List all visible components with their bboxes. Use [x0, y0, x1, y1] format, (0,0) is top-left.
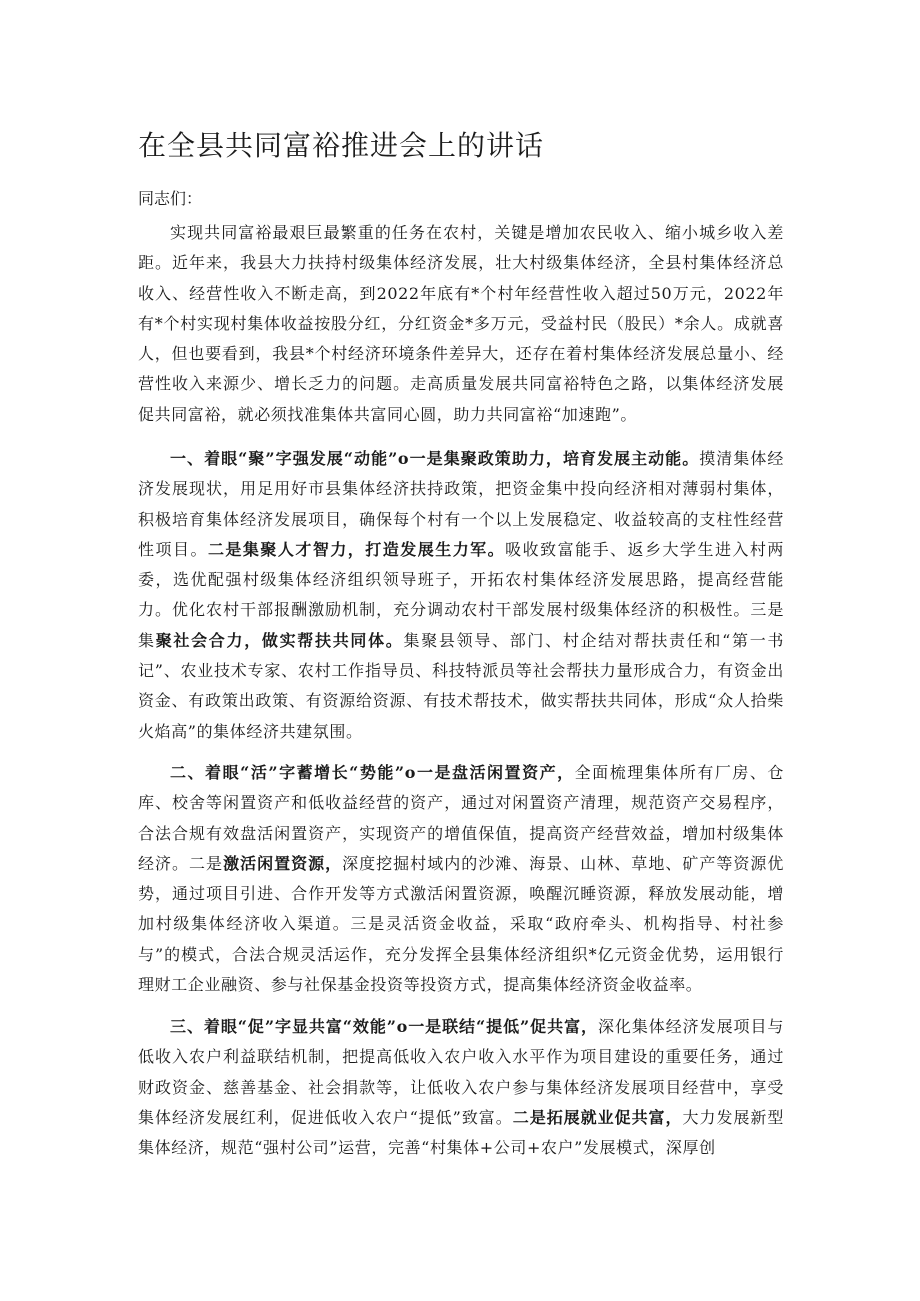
section-2-paragraph: [138, 758, 784, 1000]
section-3-point-2-text: 大力发展新型集体经济，规范“强村公司”运营，完善“村集体+公司+农户”发展模式，深厚创: [138, 1107, 784, 1158]
document-title: 在全县共同富裕推进会上的讲话: [138, 129, 545, 162]
section-2-point-2-title: 激活闲置资源，: [223, 853, 343, 873]
section-3-heading: 三、着眼“促”字显共富“效能”o: [170, 1017, 408, 1036]
section-2-point-1-text: 全面梳理集体所有厂房、仓库、校舍等闲置资产和低收益经营的资产，通过对闲置资产清理，规范资产交易程序，合法合规有效盘活闲置资产，实现资产的增值保值，提高资产经营效益，增加村级集体经济。二是: [138, 763, 785, 873]
section-1-point-3-title: 聚社会合力，做实帮扶共同体。: [155, 630, 404, 650]
section-3-paragraph: [138, 1012, 784, 1163]
section-1-paragraph: [138, 444, 784, 747]
section-1-point-2-title: 二是集聚人才智力，打造发展生力军。: [207, 539, 506, 559]
section-3-point-1-text: 深化集体经济发展项目与低收入农户利益联结机制，把提高低收入农户收入水平作为项目建设的重要任务，通过财政资金、慈善基金、社会捐款等，让低收入农户参与集体经济发展项目经营中，享受集体经济发展红利，促进低收入农户“提低”致富。: [138, 1017, 784, 1127]
section-1-point-2-text: 吸收致富能手、返乡大学生进入村两委，选优配强村级集体经济组织领导班子，开拓农村集体经济发展思路，提高经营能力。优化农村干部报酬激励机制，充分调动农村干部发展村级集体经济的积极性。三是集: [138, 539, 784, 650]
section-2-heading: 二、着眼“活”字蓄增长“势能”o: [170, 763, 417, 782]
section-1-point-3-text: 集聚县领导、部门、村企结对帮扶责任和“第一书记”、农业技术专家、农村工作指导员、科技特派员等社会帮扶力量形成合力，有资金出资金、有政策出政策、有资源给资源、有技术帮技术，做实帮扶共同体，形成“众人拾柴火焰高”的集体经济共建氛围。: [138, 630, 784, 741]
section-1-heading: 一、着眼“聚”字强发展“动能”o: [170, 449, 410, 468]
section-2-point-1-title: 一是盘活闲置资产，: [416, 763, 575, 782]
section-1-point-1-title: 一是集聚政策助力，培育发展主动能。: [409, 449, 700, 468]
intro-paragraph: 实现共同富裕最艰巨最繁重的任务在农村，关键是增加农民收入、缩小城乡收入差距。近年来，我县大力扶持村级集体经济发展，壮大村级集体经济，全县村集体经济总收入、经营性收入不断走高，到2022年底有*个村年经营性收入超过50万元，2022年有*个村实现村集体收益按股分红，分红资金*多万元，受益村民（股民）*余人。成就喜人，但也要看到，我县*个村经济环境条件差异大，还存在着村集体经济发展总量小、经营性收入来源少、增长乏力的问题。走高质量发展共同富裕特色之路，以集体经济发展促共同富裕，就必须找准集体共富同心圆，助力共同富裕“加速跑”。: [138, 223, 784, 424]
section-3-point-1-title: 一是联结“提低”促共富，: [407, 1017, 598, 1036]
salutation: 同志们：: [138, 189, 203, 208]
section-3-point-2-title: 二是拓展就业促共富，: [512, 1107, 683, 1127]
section-1-point-1-text: 摸清集体经济发展现状，用足用好市县集体经济扶持政策，把资金集中投向经济相对薄弱村集体，积极培育集体经济发展项目，确保每个村有一个以上发展稳定、收益较高的支柱性经营性项目。: [138, 449, 784, 559]
section-2-point-2-text: 深度挖掘村域内的沙滩、海景、山林、草地、矿产等资源优势，通过项目引进、合作开发等方式激活闲置资源，唤醒沉睡资源，释放发展动能，增加村级集体经济收入渠道。三是灵活资金收益，采取“政府牵头、机构指导、村社参与”的模式，合法合规灵活运作，充分发挥全县集体经济组织*亿元资金优势，运用银行理财工企业融资、参与社保基金投资等投资方式，提高集体经济资金收益率。: [138, 853, 784, 995]
